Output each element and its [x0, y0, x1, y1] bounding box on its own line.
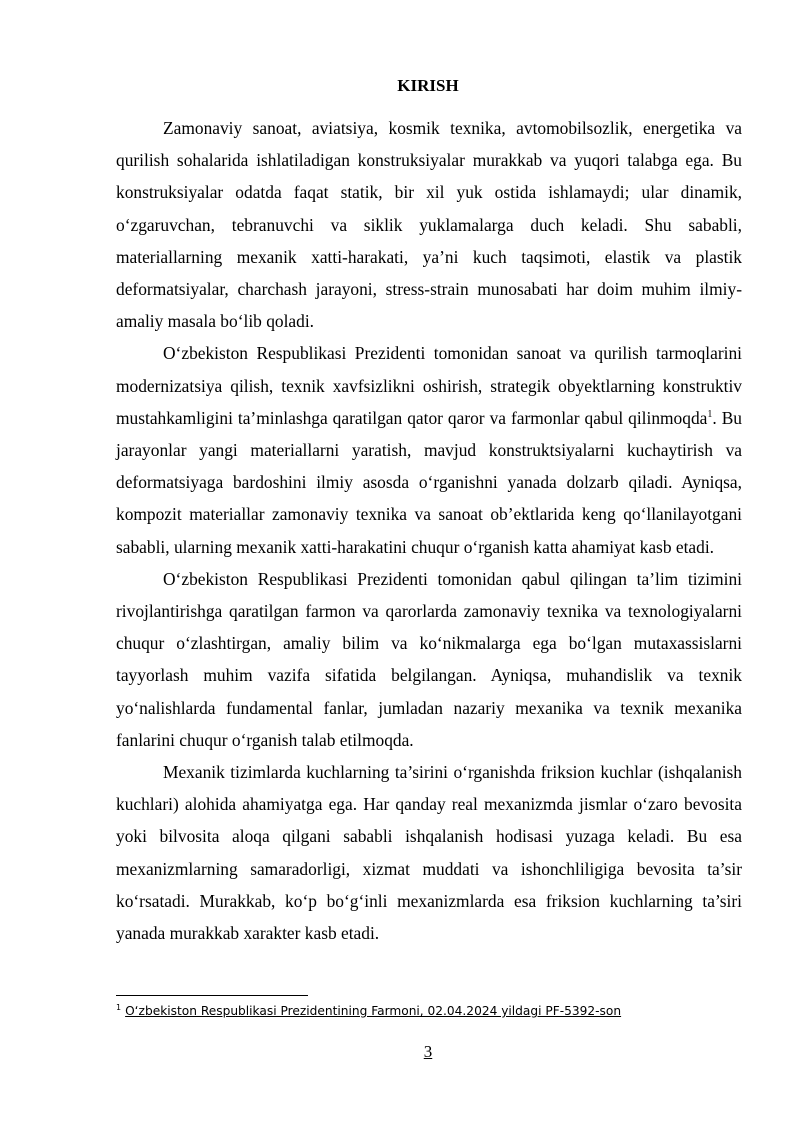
- footnote: [116, 1004, 742, 1018]
- paragraph-3: O‘zbekiston Respublikasi Prezidenti tomonidan qabul qilingan ta’lim tizimini rivojlantirishga qaratilgan farmon va qarorlarda zamonaviy texnika va texnologiyalarni chuqur o‘zlashtirgan, amaliy bilim va ko‘nikmalarga ega bo‘lgan mutaxassislarni tayyorlash muhim vazifa sifatida belgilangan. Ayniqsa, muhandislik va texnik yo‘nalishlarda fundamental fanlar, jumladan nazariy mexanika va texnik mexanika fanlarini chuqur o‘rganish talab etilmoqda.: [116, 568, 742, 750]
- footnote-separator: [116, 995, 308, 996]
- footnote-link[interactable]: O‘zbekiston Respublikasi Prezidentining Farmoni, 02.04.2024 yildagi PF-5392-son: [125, 1004, 622, 1018]
- footnote-reference-mark[interactable]: 1: [707, 409, 713, 421]
- body-text: [116, 112, 742, 949]
- paragraph-2: [116, 337, 742, 562]
- section-title: KIRISH: [397, 76, 459, 95]
- paragraph-2-text-start: O‘zbekiston Respublikasi Prezidenti tomonidan sanoat va qurilish tarmoqlarini modernizatsiya qilish, texnik xavfsizlikni oshirish, strategik obyektlarning konstruktiv mustahkamligini ta’minlashga qaratilgan qator qaror va farmonlar qabul qilinmoqda: [116, 343, 742, 428]
- paragraph-4: Mexanik tizimlarda kuchlarning ta’sirini o‘rganishda friksion kuchlar (ishqalanish kuchlari) alohida ahamiyatga ega. Har qanday real mexanizmda jismlar o‘zaro bevosita yoki bilvosita aloqa qilgani sababli ishqalanish hodisasi yuzaga keladi. Bu esa mexanizmlarning samaradorligi, xizmat muddati va ishonchliligiga bevosita ta’sir ko‘rsatadi. Murakkab, ko‘p bo‘g‘inli mexanizmlarda esa friksion kuchlarning ta’siri yanada murakkab xarakter kasb etadi.: [116, 762, 742, 944]
- paragraph-2-text-end: . Bu jarayonlar yangi materiallarni yaratish, mavjud konstruktsiyalarni kuchaytirish va deformatsiyaga bardoshini ilmiy asosda o‘rganishni yanada dolzarb qiladi. Ayniqsa, kompozit materiallar zamonaviy texnika va sanoat ob’ektlarida keng qo‘llanilayotgani sababli, ularning mexanik xatti-harakatini chuqur o‘rganish katta ahamiyat kasb etadi.: [116, 407, 743, 557]
- paragraph-1: Zamonaviy sanoat, aviatsiya, kosmik texnika, avtomobilsozlik, energetika va qurilish sohalarida ishlatiladigan konstruksiyalar murakkab va yuqori talabga ega. Bu konstruksiyalar odatda faqat statik, bir xil yuk ostida ishlamaydi; ular dinamik, o‘zgaruvchan, tebranuvchi va siklik yuklamalarga duch keladi. Shu sababli, materiallarning mexanik xatti-harakati, ya’ni kuch taqsimoti, elastik va plastik deformatsiyalar, charchash jarayoni, stress-strain munosabati har doim muhim ilmiy-amaliy masala bo‘lib qoladi.: [116, 118, 742, 332]
- footnote-mark: 1: [116, 1002, 122, 1012]
- page-number: 3: [423, 1042, 433, 1061]
